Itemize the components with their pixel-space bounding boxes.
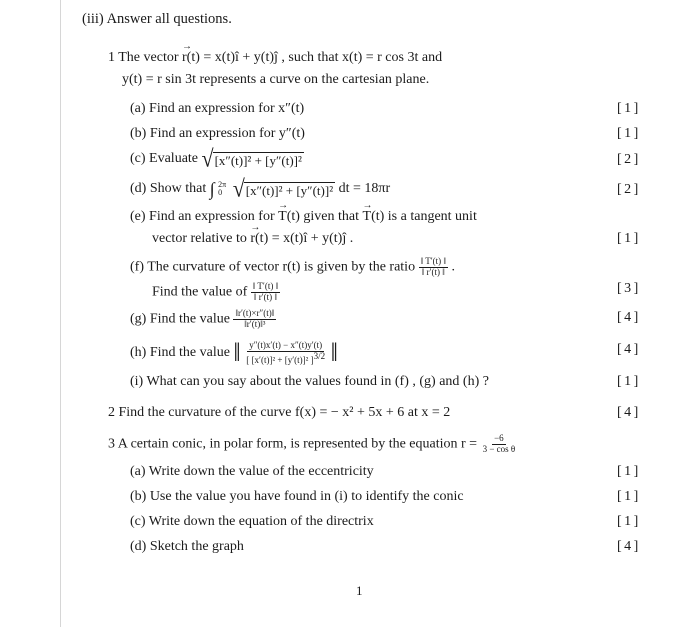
q3-part-b: (b) Use the value you have found in (i) to identify the conic bbox=[130, 489, 464, 504]
mark: [ 2 ] bbox=[617, 152, 639, 167]
q1-part-f-cont: Find the value of $\frac{‖ T'(t) ‖}{‖ r'(t) ‖}$ bbox=[152, 281, 279, 302]
q1-part-i: (i) What can you say about the values found in (f) , (g) and (h) ? bbox=[130, 374, 489, 389]
mark: [ 4 ] bbox=[617, 539, 639, 554]
mark: [ 1 ] bbox=[617, 374, 639, 389]
sqrt-expression: √ [x″(t)]² + [y″(t)]² bbox=[232, 174, 334, 203]
q1-part-b: (b) Find an expression for y″(t) bbox=[130, 126, 305, 141]
q1-part-e: (e) Find an expression for → T(t) given that → T(t) is a tangent unit bbox=[130, 210, 477, 224]
vector-t-symbol: → T bbox=[363, 210, 372, 224]
q3-part-a: (a) Write down the value of the eccentricity bbox=[130, 464, 374, 479]
q1-part-h: (h) Find the value ‖ $\frac{y''(t)x'(t) - x''(t)y'(t)}{[ [x'(t)]^2 + [y'(t)]^2 ]^{3/2}}$ ‖ bbox=[130, 338, 338, 367]
mark: [ 1 ] bbox=[617, 514, 639, 529]
polar-fraction: $\frac{-6}{\text{3 − cos θ}}$ bbox=[482, 433, 516, 454]
mark: [ 1 ] bbox=[617, 231, 639, 246]
q3-intro: 3 A certain conic, in polar form, is represented by the equation r = $\frac{-6}{\text{3 − cos θ}}$ bbox=[108, 433, 516, 454]
q1-part-e-cont: vector relative to → r(t) = x(t)î + y(t)ĵ . bbox=[152, 232, 353, 246]
ratio-fraction: $\frac{‖ T'(t) ‖}{‖ r'(t) ‖}$ bbox=[420, 256, 446, 277]
curvature-fraction: $\frac{y''(t)x'(t) - x''(t)y'(t)}{[ [x'(t)]^2 + [y'(t)]^2 ]^{3/2}}$ bbox=[246, 339, 326, 365]
q1-part-g: (g) Find the value $\frac{‖r'(t)\times r''(t)‖}{\text{‖r′(t)‖³}}$ bbox=[130, 308, 275, 329]
mark: [ 1 ] bbox=[617, 464, 639, 479]
mark: [ 1 ] bbox=[617, 101, 639, 116]
section-heading: (iii) Answer all questions. bbox=[82, 11, 232, 27]
mark: [ 1 ] bbox=[617, 489, 639, 504]
vector-t-symbol: → T bbox=[278, 210, 287, 224]
q1-intro: 1 The vector → r(t) = x(t)î + y(t)ĵ , such that x(t) = r cos 3t and bbox=[108, 51, 442, 65]
cross-product-fraction: $\frac{‖r'(t)\times r''(t)‖}{\text{‖r′(t)‖³}}$ bbox=[235, 308, 275, 329]
vector-r-symbol: → r bbox=[250, 232, 255, 246]
mark: [ 4 ] bbox=[617, 310, 639, 325]
integral-limits: 2π 0 bbox=[218, 180, 227, 197]
mark: [ 4 ] bbox=[617, 405, 639, 420]
mark: [ 1 ] bbox=[617, 126, 639, 141]
q1-part-f: (f) The curvature of vector r(t) is given by the ratio $\frac{‖ T'(t) ‖}{‖ r'(t) ‖}$ . bbox=[130, 256, 455, 277]
mark: [ 4 ] bbox=[617, 342, 639, 357]
q1-part-d: (d) Show that ∫ 2π 0 √ [x″(t)]² + [y″(t)]² dt = 18πr bbox=[130, 174, 391, 203]
vector-r-symbol: → r bbox=[182, 51, 187, 65]
q3-part-c: (c) Write down the equation of the directrix bbox=[130, 514, 374, 529]
q1-part-a: (a) Find an expression for x″(t) bbox=[130, 101, 305, 116]
q1-part-c: (c) Evaluate √ [x″(t)]² + [y″(t)]² bbox=[130, 144, 302, 173]
ratio-fraction: $\frac{‖ T'(t) ‖}{‖ r'(t) ‖}$ bbox=[252, 281, 279, 302]
mark: [ 2 ] bbox=[617, 182, 639, 197]
sqrt-expression: √ [x″(t)]² + [y″(t)]² bbox=[201, 144, 302, 173]
q2: 2 Find the curvature of the curve f(x) = − x² + 5x + 6 at x = 2 bbox=[108, 405, 451, 420]
q1-intro-cont: y(t) = r sin 3t represents a curve on the cartesian plane. bbox=[122, 72, 430, 87]
q3-part-d: (d) Sketch the graph bbox=[130, 539, 244, 554]
integral-symbol: ∫ bbox=[209, 179, 215, 199]
mark: [ 3 ] bbox=[617, 281, 639, 296]
page-number: 1 bbox=[356, 583, 363, 598]
